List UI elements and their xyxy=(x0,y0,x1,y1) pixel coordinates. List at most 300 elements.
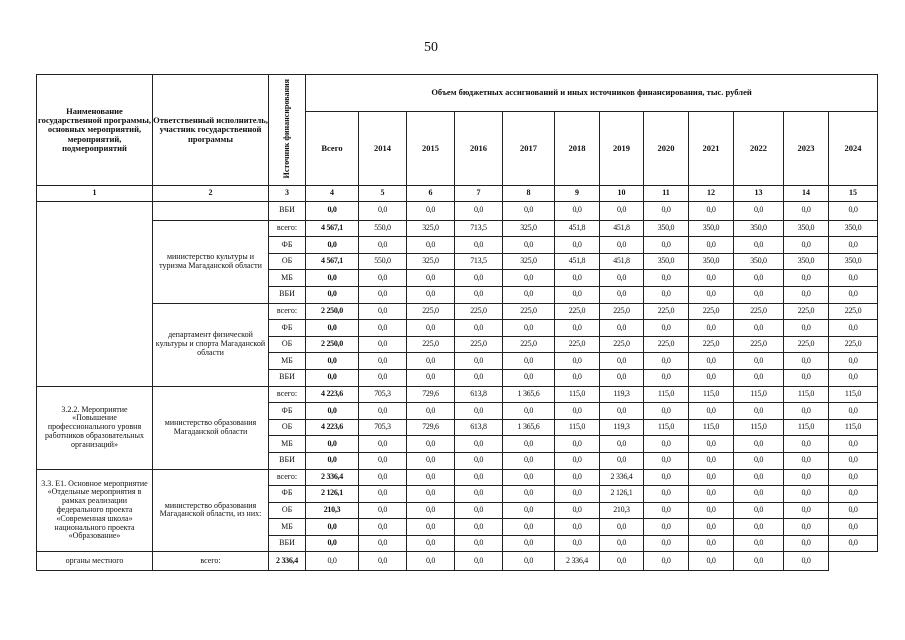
header-year-2015: 2015 xyxy=(407,112,455,186)
year-value-cell: 0,0 xyxy=(359,369,407,386)
year-value-cell: 0,0 xyxy=(407,403,455,420)
funding-source-cell: ОБ xyxy=(269,502,306,519)
year-value-cell: 613,8 xyxy=(455,386,503,403)
year-value-cell: 0,0 xyxy=(784,486,829,503)
year-value-cell: 0,0 xyxy=(359,303,407,320)
year-value-cell: 0,0 xyxy=(644,535,689,552)
funding-source-cell: всего: xyxy=(269,386,306,403)
year-value-cell: 350,0 xyxy=(829,253,878,270)
column-number-13: 13 xyxy=(734,186,784,202)
funding-source-cell: МБ xyxy=(269,270,306,287)
year-value-cell: 0,0 xyxy=(555,535,600,552)
year-value-cell: 451,8 xyxy=(600,253,644,270)
year-value-cell: 225,0 xyxy=(689,303,734,320)
year-value-cell: 0,0 xyxy=(784,535,829,552)
year-value-cell: 350,0 xyxy=(689,253,734,270)
column-number-14: 14 xyxy=(784,186,829,202)
total-value-cell: 4 567,1 xyxy=(306,220,359,237)
year-value-cell: 0,0 xyxy=(503,436,555,453)
total-value-cell: 2 250,0 xyxy=(306,336,359,353)
budget-table xyxy=(36,74,878,571)
year-value-cell: 0,0 xyxy=(455,486,503,503)
year-value-cell: 0,0 xyxy=(407,535,455,552)
year-value-cell: 451,8 xyxy=(555,253,600,270)
total-value-cell: 0,0 xyxy=(306,320,359,337)
year-value-cell: 550,0 xyxy=(359,253,407,270)
year-value-cell: 0,0 xyxy=(600,519,644,536)
year-value-cell: 0,0 xyxy=(644,469,689,486)
year-value-cell: 0,0 xyxy=(689,353,734,370)
table-row xyxy=(37,552,878,571)
year-value-cell: 0,0 xyxy=(359,502,407,519)
year-value-cell: 115,0 xyxy=(689,386,734,403)
header-funding-source xyxy=(269,75,306,186)
year-value-cell: 0,0 xyxy=(407,237,455,254)
year-value-cell: 705,3 xyxy=(359,386,407,403)
year-value-cell: 0,0 xyxy=(455,202,503,221)
year-value-cell: 0,0 xyxy=(734,403,784,420)
year-value-cell: 0,0 xyxy=(503,469,555,486)
year-value-cell: 0,0 xyxy=(359,202,407,221)
year-value-cell: 729,6 xyxy=(407,419,455,436)
year-value-cell: 0,0 xyxy=(503,320,555,337)
year-value-cell: 115,0 xyxy=(644,386,689,403)
year-value-cell: 0,0 xyxy=(455,535,503,552)
funding-source-cell: ФБ xyxy=(269,237,306,254)
year-value-cell: 0,0 xyxy=(359,286,407,303)
year-value-cell: 613,8 xyxy=(455,419,503,436)
year-value-cell: 115,0 xyxy=(829,386,878,403)
column-number-7: 7 xyxy=(455,186,503,202)
year-value-cell: 325,0 xyxy=(407,253,455,270)
year-value-cell: 0,0 xyxy=(407,519,455,536)
year-value-cell: 0,0 xyxy=(359,469,407,486)
year-value-cell: 0,0 xyxy=(359,519,407,536)
year-value-cell: 0,0 xyxy=(784,403,829,420)
year-value-cell: 0,0 xyxy=(734,353,784,370)
year-value-cell: 0,0 xyxy=(359,552,407,571)
year-value-cell: 0,0 xyxy=(555,202,600,221)
funding-source-cell: ОБ xyxy=(269,419,306,436)
year-value-cell: 0,0 xyxy=(784,320,829,337)
year-value-cell: 0,0 xyxy=(644,403,689,420)
year-value-cell: 0,0 xyxy=(503,369,555,386)
total-value-cell: 2 126,1 xyxy=(306,486,359,503)
year-value-cell: 0,0 xyxy=(503,237,555,254)
year-value-cell: 0,0 xyxy=(503,486,555,503)
year-value-cell: 0,0 xyxy=(503,403,555,420)
year-value-cell: 0,0 xyxy=(784,502,829,519)
year-value-cell: 0,0 xyxy=(407,436,455,453)
funding-source-cell: всего: xyxy=(269,220,306,237)
total-value-cell: 0,0 xyxy=(306,436,359,453)
column-number-1: 1 xyxy=(37,186,153,202)
year-value-cell: 325,0 xyxy=(503,253,555,270)
year-value-cell: 0,0 xyxy=(644,436,689,453)
year-value-cell: 0,0 xyxy=(829,286,878,303)
column-number-12: 12 xyxy=(689,186,734,202)
year-value-cell: 0,0 xyxy=(359,452,407,469)
year-value-cell: 0,0 xyxy=(644,452,689,469)
year-value-cell: 0,0 xyxy=(829,502,878,519)
year-value-cell: 0,0 xyxy=(644,519,689,536)
year-value-cell: 0,0 xyxy=(600,552,644,571)
year-value-cell: 0,0 xyxy=(600,286,644,303)
year-value-cell: 0,0 xyxy=(734,519,784,536)
year-value-cell: 0,0 xyxy=(689,286,734,303)
year-value-cell: 0,0 xyxy=(689,403,734,420)
header-year-2017: 2017 xyxy=(503,112,555,186)
funding-source-cell: ФБ xyxy=(269,320,306,337)
funding-source-cell: ОБ xyxy=(269,253,306,270)
year-value-cell: 0,0 xyxy=(644,320,689,337)
year-value-cell: 0,0 xyxy=(734,469,784,486)
year-value-cell: 225,0 xyxy=(455,336,503,353)
year-value-cell: 0,0 xyxy=(734,436,784,453)
year-value-cell: 0,0 xyxy=(600,369,644,386)
year-value-cell: 0,0 xyxy=(455,353,503,370)
program-name-cell: 3.3. Е1. Основное мероприятие «Отдельные мероприятия в рамках реализации федерального проекта «Современная школа» национального проекта «Образование» xyxy=(37,469,153,552)
executor-cell: министерство культуры и туризма Магаданской области xyxy=(153,220,269,303)
year-value-cell: 119,3 xyxy=(600,386,644,403)
year-value-cell: 115,0 xyxy=(829,419,878,436)
year-value-cell: 0,0 xyxy=(555,469,600,486)
year-value-cell: 0,0 xyxy=(455,469,503,486)
year-value-cell: 0,0 xyxy=(734,535,784,552)
page-number: 50 xyxy=(424,40,438,55)
year-value-cell: 0,0 xyxy=(689,237,734,254)
executor-cell: органы местного xyxy=(37,552,153,571)
program-name-cell: 3.2.2. Мероприятие «Повышение профессионального уровня работников образовательных организаций» xyxy=(37,386,153,469)
table-row xyxy=(37,202,878,221)
year-value-cell: 0,0 xyxy=(784,286,829,303)
year-value-cell: 119,3 xyxy=(600,419,644,436)
total-value-cell: 4 223,6 xyxy=(306,419,359,436)
year-value-cell: 0,0 xyxy=(407,202,455,221)
funding-source-cell: ВБИ xyxy=(269,535,306,552)
year-value-cell: 0,0 xyxy=(689,502,734,519)
year-value-cell: 0,0 xyxy=(784,270,829,287)
table-row xyxy=(37,386,878,403)
year-value-cell: 550,0 xyxy=(359,220,407,237)
funding-source-cell: ВБИ xyxy=(269,202,306,221)
year-value-cell: 0,0 xyxy=(555,237,600,254)
year-value-cell: 0,0 xyxy=(407,452,455,469)
year-value-cell: 0,0 xyxy=(555,270,600,287)
year-value-cell: 0,0 xyxy=(359,353,407,370)
year-value-cell: 115,0 xyxy=(689,419,734,436)
total-value-cell: 0,0 xyxy=(306,535,359,552)
year-value-cell: 0,0 xyxy=(600,452,644,469)
year-value-cell: 0,0 xyxy=(407,353,455,370)
year-value-cell: 0,0 xyxy=(644,353,689,370)
year-value-cell: 0,0 xyxy=(555,369,600,386)
column-number-15: 15 xyxy=(829,186,878,202)
year-value-cell: 0,0 xyxy=(555,452,600,469)
year-value-cell: 0,0 xyxy=(455,286,503,303)
year-value-cell: 0,0 xyxy=(455,320,503,337)
year-value-cell: 0,0 xyxy=(644,502,689,519)
year-value-cell: 0,0 xyxy=(689,469,734,486)
year-value-cell: 0,0 xyxy=(503,552,555,571)
year-value-cell: 451,8 xyxy=(555,220,600,237)
year-value-cell: 0,0 xyxy=(600,202,644,221)
year-value-cell: 350,0 xyxy=(644,220,689,237)
year-value-cell: 0,0 xyxy=(829,369,878,386)
header-funding-source-text: Источник финансирования xyxy=(281,79,291,179)
year-value-cell: 0,0 xyxy=(784,353,829,370)
year-value-cell: 350,0 xyxy=(644,253,689,270)
year-value-cell: 0,0 xyxy=(407,270,455,287)
year-value-cell: 225,0 xyxy=(734,336,784,353)
program-name-cell xyxy=(37,202,153,387)
year-value-cell: 0,0 xyxy=(555,486,600,503)
year-value-cell: 0,0 xyxy=(734,270,784,287)
year-value-cell: 0,0 xyxy=(503,535,555,552)
total-value-cell: 2 250,0 xyxy=(306,303,359,320)
year-value-cell: 0,0 xyxy=(689,519,734,536)
year-value-cell: 350,0 xyxy=(734,220,784,237)
year-value-cell: 225,0 xyxy=(555,336,600,353)
year-value-cell: 225,0 xyxy=(734,303,784,320)
year-value-cell: 0,0 xyxy=(455,452,503,469)
total-value-cell: 2 336,4 xyxy=(269,552,306,571)
funding-source-cell: всего: xyxy=(153,552,269,571)
year-value-cell: 0,0 xyxy=(734,286,784,303)
year-value-cell: 0,0 xyxy=(407,502,455,519)
year-value-cell: 0,0 xyxy=(503,270,555,287)
funding-source-cell: ВБИ xyxy=(269,286,306,303)
year-value-cell: 0,0 xyxy=(689,535,734,552)
funding-source-cell: ФБ xyxy=(269,403,306,420)
header-year-total: Всего xyxy=(306,112,359,186)
year-value-cell: 0,0 xyxy=(784,237,829,254)
year-value-cell: 0,0 xyxy=(734,486,784,503)
header-year-2021: 2021 xyxy=(689,112,734,186)
year-value-cell: 0,0 xyxy=(829,202,878,221)
header-executor: Ответственный исполнитель, участник государственной программы xyxy=(153,75,269,186)
year-value-cell: 0,0 xyxy=(555,320,600,337)
year-value-cell: 0,0 xyxy=(359,320,407,337)
year-value-cell: 2 336,4 xyxy=(600,469,644,486)
year-value-cell: 451,8 xyxy=(600,220,644,237)
total-value-cell: 0,0 xyxy=(306,369,359,386)
year-value-cell: 0,0 xyxy=(455,403,503,420)
header-year-2024: 2024 xyxy=(829,112,878,186)
year-value-cell: 225,0 xyxy=(600,303,644,320)
total-value-cell: 0,0 xyxy=(306,202,359,221)
header-year-2018: 2018 xyxy=(555,112,600,186)
year-value-cell: 0,0 xyxy=(644,552,689,571)
year-value-cell: 2 126,1 xyxy=(600,486,644,503)
year-value-cell: 1 365,6 xyxy=(503,386,555,403)
year-value-cell: 0,0 xyxy=(455,552,503,571)
year-value-cell: 0,0 xyxy=(407,286,455,303)
header-year-2016: 2016 xyxy=(455,112,503,186)
funding-source-cell: ФБ xyxy=(269,486,306,503)
year-value-cell: 0,0 xyxy=(734,202,784,221)
year-value-cell: 0,0 xyxy=(644,286,689,303)
year-value-cell: 0,0 xyxy=(829,486,878,503)
year-value-cell: 0,0 xyxy=(689,452,734,469)
year-value-cell: 115,0 xyxy=(644,419,689,436)
column-number-3: 3 xyxy=(269,186,306,202)
funding-source-cell: всего: xyxy=(269,303,306,320)
year-value-cell: 225,0 xyxy=(407,303,455,320)
column-number-9: 9 xyxy=(555,186,600,202)
year-value-cell: 0,0 xyxy=(829,320,878,337)
year-value-cell: 225,0 xyxy=(689,336,734,353)
year-value-cell: 0,0 xyxy=(644,270,689,287)
year-value-cell: 705,3 xyxy=(359,419,407,436)
year-value-cell: 350,0 xyxy=(784,253,829,270)
year-value-cell: 0,0 xyxy=(734,452,784,469)
total-value-cell: 2 336,4 xyxy=(306,469,359,486)
year-value-cell: 0,0 xyxy=(644,202,689,221)
year-value-cell: 225,0 xyxy=(644,336,689,353)
year-value-cell: 0,0 xyxy=(455,502,503,519)
year-value-cell: 0,0 xyxy=(734,237,784,254)
year-value-cell: 225,0 xyxy=(407,336,455,353)
year-value-cell: 0,0 xyxy=(784,436,829,453)
year-value-cell: 0,0 xyxy=(600,270,644,287)
total-value-cell: 0,0 xyxy=(306,353,359,370)
year-value-cell: 225,0 xyxy=(644,303,689,320)
year-value-cell: 0,0 xyxy=(407,552,455,571)
year-value-cell: 115,0 xyxy=(784,386,829,403)
year-value-cell: 0,0 xyxy=(644,486,689,503)
year-value-cell: 0,0 xyxy=(829,436,878,453)
year-value-cell: 350,0 xyxy=(829,220,878,237)
year-value-cell: 0,0 xyxy=(689,436,734,453)
year-value-cell: 0,0 xyxy=(829,452,878,469)
year-value-cell: 0,0 xyxy=(503,502,555,519)
total-value-cell: 0,0 xyxy=(306,270,359,287)
funding-source-cell: ВБИ xyxy=(269,369,306,386)
executor-cell: министерство образования Магаданской области xyxy=(153,386,269,469)
funding-source-cell: ВБИ xyxy=(269,452,306,469)
year-value-cell: 0,0 xyxy=(689,320,734,337)
year-value-cell: 115,0 xyxy=(784,419,829,436)
year-value-cell: 225,0 xyxy=(455,303,503,320)
header-year-2022: 2022 xyxy=(734,112,784,186)
year-value-cell: 0,0 xyxy=(455,519,503,536)
header-program-name: Наименование государственной программы, основных мероприятий, мероприятий, подмероприятий xyxy=(37,75,153,186)
year-value-cell: 225,0 xyxy=(829,336,878,353)
executor-cell xyxy=(153,202,269,221)
year-value-cell: 0,0 xyxy=(407,469,455,486)
year-value-cell: 0,0 xyxy=(555,403,600,420)
year-value-cell: 0,0 xyxy=(689,369,734,386)
header-budget-volume: Объем бюджетных ассигнований и иных источников финансирования, тыс. рублей xyxy=(306,75,878,112)
year-value-cell: 0,0 xyxy=(784,552,829,571)
year-value-cell: 0,0 xyxy=(829,353,878,370)
funding-source-cell: МБ xyxy=(269,436,306,453)
year-value-cell: 0,0 xyxy=(455,436,503,453)
year-value-cell: 225,0 xyxy=(784,336,829,353)
year-value-cell: 0,0 xyxy=(306,552,359,571)
year-value-cell: 0,0 xyxy=(689,486,734,503)
column-number-8: 8 xyxy=(503,186,555,202)
year-value-cell: 0,0 xyxy=(555,286,600,303)
year-value-cell: 225,0 xyxy=(503,336,555,353)
year-value-cell: 0,0 xyxy=(644,369,689,386)
year-value-cell: 0,0 xyxy=(784,469,829,486)
year-value-cell: 0,0 xyxy=(784,369,829,386)
year-value-cell: 0,0 xyxy=(503,286,555,303)
column-number-11: 11 xyxy=(644,186,689,202)
column-number-4: 4 xyxy=(306,186,359,202)
year-value-cell: 0,0 xyxy=(359,403,407,420)
year-value-cell: 0,0 xyxy=(734,502,784,519)
year-value-cell: 0,0 xyxy=(600,403,644,420)
year-value-cell: 225,0 xyxy=(829,303,878,320)
header-year-2020: 2020 xyxy=(644,112,689,186)
column-number-10: 10 xyxy=(600,186,644,202)
year-value-cell: 350,0 xyxy=(734,253,784,270)
year-value-cell: 713,5 xyxy=(455,253,503,270)
year-value-cell: 0,0 xyxy=(455,270,503,287)
header-year-2023: 2023 xyxy=(784,112,829,186)
year-value-cell: 0,0 xyxy=(600,237,644,254)
year-value-cell: 325,0 xyxy=(407,220,455,237)
total-value-cell: 4 567,1 xyxy=(306,253,359,270)
year-value-cell: 0,0 xyxy=(359,336,407,353)
year-value-cell: 115,0 xyxy=(555,419,600,436)
year-value-cell: 0,0 xyxy=(734,320,784,337)
year-value-cell: 0,0 xyxy=(503,353,555,370)
year-value-cell: 350,0 xyxy=(784,220,829,237)
year-value-cell: 0,0 xyxy=(784,202,829,221)
year-value-cell: 0,0 xyxy=(829,535,878,552)
year-value-cell: 0,0 xyxy=(829,237,878,254)
year-value-cell: 0,0 xyxy=(359,535,407,552)
column-number-2: 2 xyxy=(153,186,269,202)
year-value-cell: 0,0 xyxy=(600,535,644,552)
year-value-cell: 0,0 xyxy=(503,452,555,469)
year-value-cell: 0,0 xyxy=(359,237,407,254)
year-value-cell: 0,0 xyxy=(600,353,644,370)
year-value-cell: 0,0 xyxy=(455,237,503,254)
table-row xyxy=(37,469,878,486)
year-value-cell: 0,0 xyxy=(407,486,455,503)
year-value-cell: 115,0 xyxy=(734,419,784,436)
year-value-cell: 325,0 xyxy=(503,220,555,237)
year-value-cell: 0,0 xyxy=(734,552,784,571)
year-value-cell: 350,0 xyxy=(689,220,734,237)
funding-source-cell: всего: xyxy=(269,469,306,486)
year-value-cell: 0,0 xyxy=(503,519,555,536)
year-value-cell: 0,0 xyxy=(829,270,878,287)
year-value-cell: 0,0 xyxy=(359,486,407,503)
year-value-cell: 0,0 xyxy=(555,519,600,536)
funding-source-cell: МБ xyxy=(269,353,306,370)
year-value-cell: 0,0 xyxy=(784,452,829,469)
total-value-cell: 0,0 xyxy=(306,237,359,254)
year-value-cell: 0,0 xyxy=(689,552,734,571)
table-row xyxy=(37,220,878,237)
year-value-cell: 713,5 xyxy=(455,220,503,237)
total-value-cell: 0,0 xyxy=(306,403,359,420)
year-value-cell: 0,0 xyxy=(555,353,600,370)
year-value-cell: 0,0 xyxy=(359,436,407,453)
year-value-cell: 0,0 xyxy=(829,519,878,536)
column-number-6: 6 xyxy=(407,186,455,202)
year-value-cell: 210,3 xyxy=(600,502,644,519)
year-value-cell: 0,0 xyxy=(407,369,455,386)
year-value-cell: 0,0 xyxy=(734,369,784,386)
year-value-cell: 225,0 xyxy=(555,303,600,320)
